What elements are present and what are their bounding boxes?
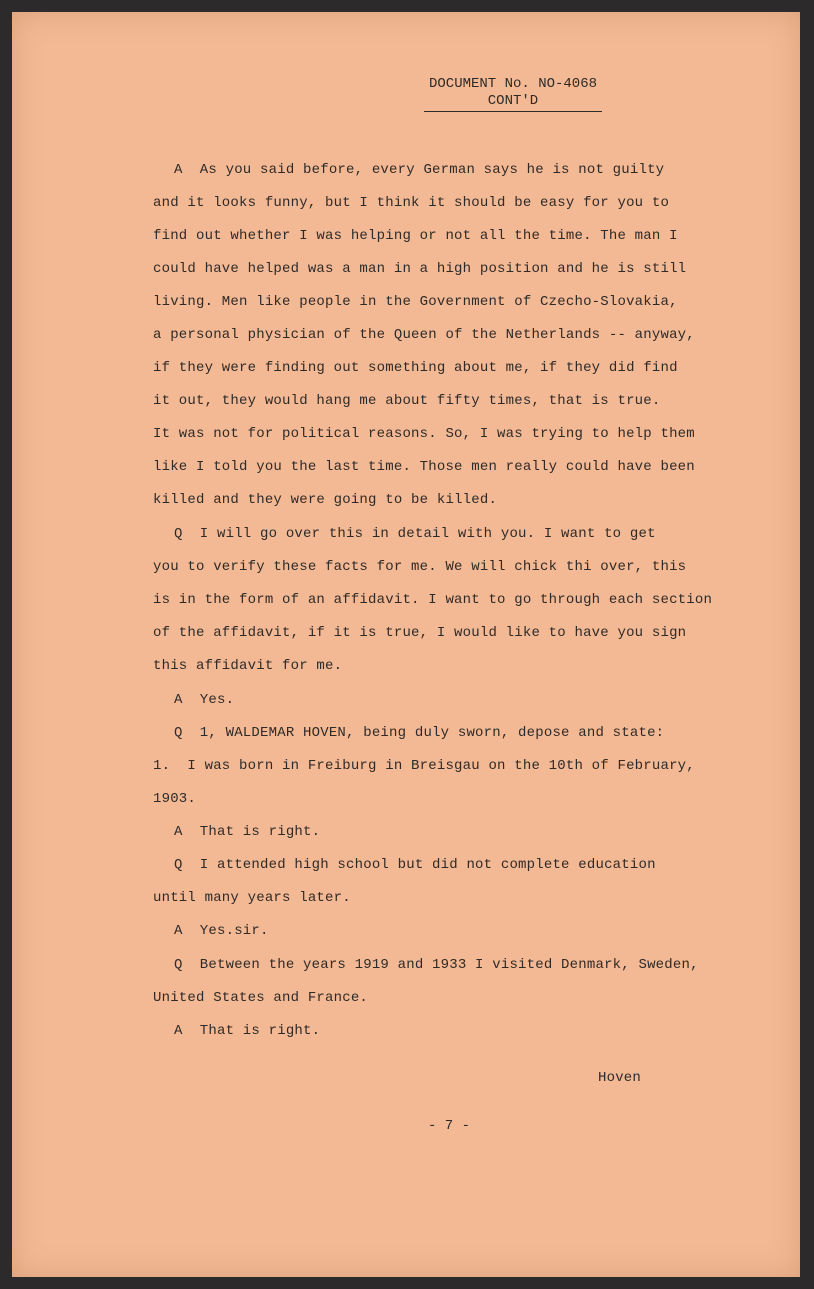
transcript-line: A That is right. [174, 824, 321, 840]
transcript-line: 1. I was born in Freiburg in Breisgau on the 10th of February, [153, 758, 695, 774]
transcript-line: of the affidavit, if it is true, I would like to have you sign [153, 625, 687, 641]
transcript-line: A Yes.sir. [174, 923, 269, 939]
transcript-line: you to verify these facts for me. We will chick thi over, this [153, 559, 687, 575]
document-header [424, 76, 602, 112]
transcript-line: A Yes. [174, 692, 235, 708]
document-page [12, 12, 800, 1277]
transcript-line: find out whether I was helping or not all the time. The man I [153, 228, 678, 244]
transcript-line: until many years later. [153, 890, 351, 906]
transcript-line: if they were finding out something about me, if they did find [153, 360, 678, 376]
transcript-line: could have helped was a man in a high position and he is still [153, 261, 687, 277]
transcript-line: a personal physician of the Queen of the Netherlands -- anyway, [153, 327, 695, 343]
transcript-line: and it looks funny, but I think it should be easy for you to [153, 195, 670, 211]
transcript-line: is in the form of an affidavit. I want to go through each section [153, 592, 713, 608]
transcript-line: Q I will go over this in detail with you. I want to get [174, 526, 656, 542]
transcript-line: A That is right. [174, 1023, 321, 1039]
transcript-line: Q Between the years 1919 and 1933 I visited Denmark, Sweden, [174, 957, 699, 973]
transcript-line: Q 1, WALDEMAR HOVEN, being duly sworn, depose and state: [174, 725, 665, 741]
page-number: - 7 - [427, 1118, 470, 1134]
continued-label: CONT'D [424, 93, 602, 112]
transcript-line: it out, they would hang me about fifty times, that is true. [153, 393, 661, 409]
transcript-line: United States and France. [153, 990, 369, 1006]
transcript-line: It was not for political reasons. So, I was trying to help them [153, 426, 695, 442]
transcript-line: killed and they were going to be killed. [153, 492, 498, 508]
document-number: DOCUMENT No. NO-4068 [428, 76, 598, 92]
transcript-line: this affidavit for me. [153, 658, 343, 674]
transcript-line: Q I attended high school but did not complete education [174, 857, 656, 873]
transcript-line: living. Men like people in the Government of Czecho-Slovakia, [153, 294, 678, 310]
transcript-line: 1903. [153, 791, 197, 807]
signature-text: Hoven [598, 1070, 642, 1086]
transcript-line: A As you said before, every German says he is not guilty [174, 162, 665, 178]
transcript-line: like I told you the last time. Those men really could have been [153, 459, 695, 475]
